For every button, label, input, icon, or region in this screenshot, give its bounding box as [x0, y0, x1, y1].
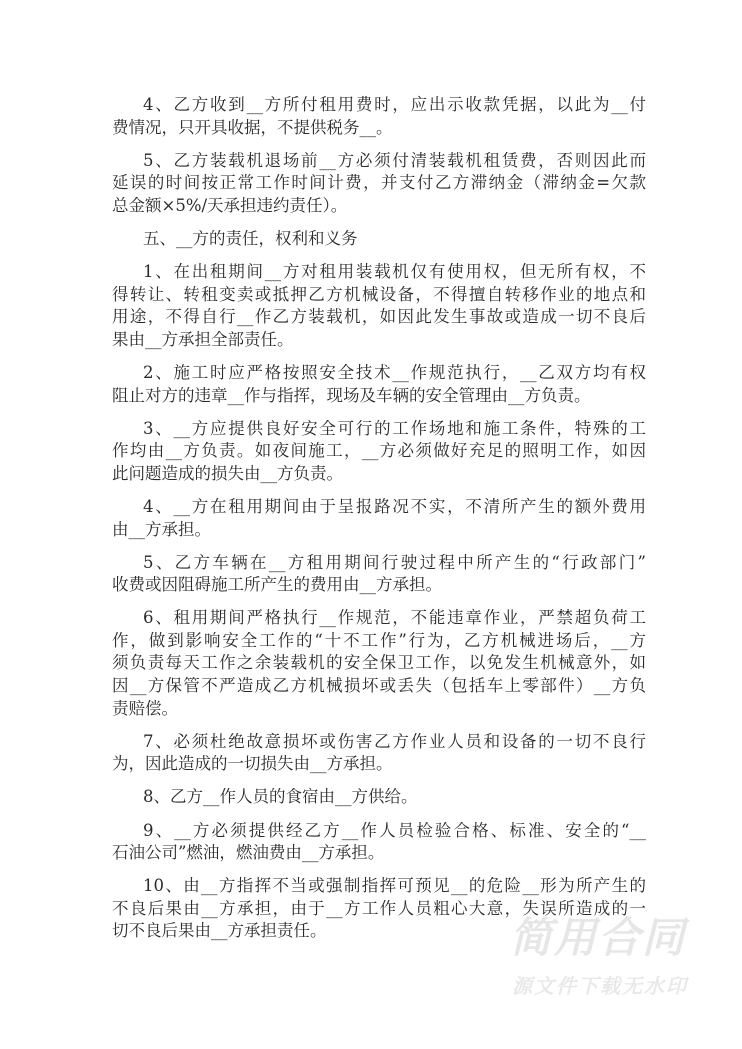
paragraph-line: 费情况，只开具收据，不提供税务__。	[112, 117, 393, 137]
paragraph-line: 总金额×5%/天承担违约责任）。	[112, 195, 348, 215]
paragraph-line: 作均由__方负责。如夜间施工，__方必须做好充足的照明工作，如因	[112, 441, 646, 461]
paragraph	[112, 607, 646, 720]
paragraph-line: 1、在出租期间__方对租用装载机仅有使用权，但无所有权，不	[143, 262, 646, 282]
paragraph-line: 作，做到影响安全工作的“十不工作”行为，乙方机械进场后，__方	[112, 630, 646, 650]
paragraph-line: 阻止对方的违章__作与指挥，现场及车辆的安全管理由__方负责。	[112, 385, 591, 405]
paragraph-line: 须负责每天工作之余装载机的安全保卫工作，以免发生机械意外，如	[112, 653, 646, 673]
document-body	[112, 94, 646, 954]
paragraph-line: 由__方承担。	[112, 519, 211, 539]
paragraph-line: 切不良后果由__方承担责任。	[112, 921, 327, 941]
paragraph-line: 得转让、转租变卖或抵押乙方机械设备，不得擅自转移作业的地点和	[112, 284, 646, 304]
paragraph-line: 延误的时间按正常工作时间计费，并支付乙方滞纳金（滞纳金=欠款	[112, 173, 646, 193]
paragraph-line: 责赔偿。	[112, 698, 178, 718]
paragraph-line: 5、乙方车辆在__方租用期间行驶过程中所产生的“行政部门”	[143, 552, 646, 572]
paragraph-line: 6、租用期间严格执行__作规范，不能违章作业，严禁超负荷工	[143, 608, 646, 628]
paragraph	[112, 786, 646, 809]
paragraph-line: 果由__方承担全部责任。	[112, 329, 294, 349]
paragraph-line: 8、乙方__作人员的食宿由__方供给。	[143, 787, 418, 807]
paragraph-line: 3、__方应提供良好安全可行的工作场地和施工条件，特殊的工	[143, 418, 646, 438]
paragraph	[112, 820, 646, 865]
paragraph-line: 4、乙方收到__方所付租用费时，应出示收款凭据，以此为__付	[143, 95, 646, 114]
paragraph-line: 因__方保管不严造成乙方机械损坏或丢失（包括车上零部件）__方负	[112, 676, 646, 696]
paragraph	[112, 496, 646, 541]
paragraph	[112, 150, 646, 218]
paragraph-line: 5、乙方装载机退场前__方必须付清装载机租赁费，否则因此而	[143, 150, 646, 170]
paragraph-line: 4、__方在租用期间由于呈报路况不实，不清所产生的额外费用	[143, 496, 646, 516]
paragraph-line: 2、施工时应严格按照安全技术__作规范执行，__乙双方均有权	[143, 362, 646, 382]
paragraph	[112, 731, 646, 776]
paragraph-line: 收费或因阻碍施工所产生的费用由__方承担。	[112, 575, 442, 595]
paragraph-line: 为，因此造成的一切损失由__方承担。	[112, 754, 393, 774]
paragraph	[112, 94, 646, 139]
paragraph-line: 用途，不得自行__作乙方装载机，如因此发生事故或造成一切不良后	[112, 307, 646, 327]
paragraph-line: 不良后果由__方承担，由于__方工作人员粗心大意，失误所造成的一	[112, 898, 646, 918]
paragraph	[112, 362, 646, 407]
watermark-brand: 简用合同	[510, 913, 687, 962]
paragraph	[112, 552, 646, 597]
paragraph	[112, 228, 646, 251]
paragraph-line: 石油公司”燃油，燃油费由__方承担。	[112, 843, 385, 863]
paragraph-line: 9、__方必须提供经乙方__作人员检验合格、标准、安全的“__	[143, 820, 646, 840]
paragraph-line: 10、由__方指挥不当或强制指挥可预见__的危险__形为所产生的	[143, 876, 646, 896]
watermark-tagline: 源文件下载无水印	[512, 974, 688, 998]
paragraph	[112, 261, 646, 351]
paragraph-line: 此问题造成的损失由__方负责。	[112, 463, 343, 483]
paragraph-line: 五、__方的责任，权利和义务	[143, 228, 358, 248]
paragraph-line: 7、必须杜绝故意损坏或伤害乙方作业人员和设备的一切不良行	[143, 731, 646, 751]
paragraph	[112, 418, 646, 486]
